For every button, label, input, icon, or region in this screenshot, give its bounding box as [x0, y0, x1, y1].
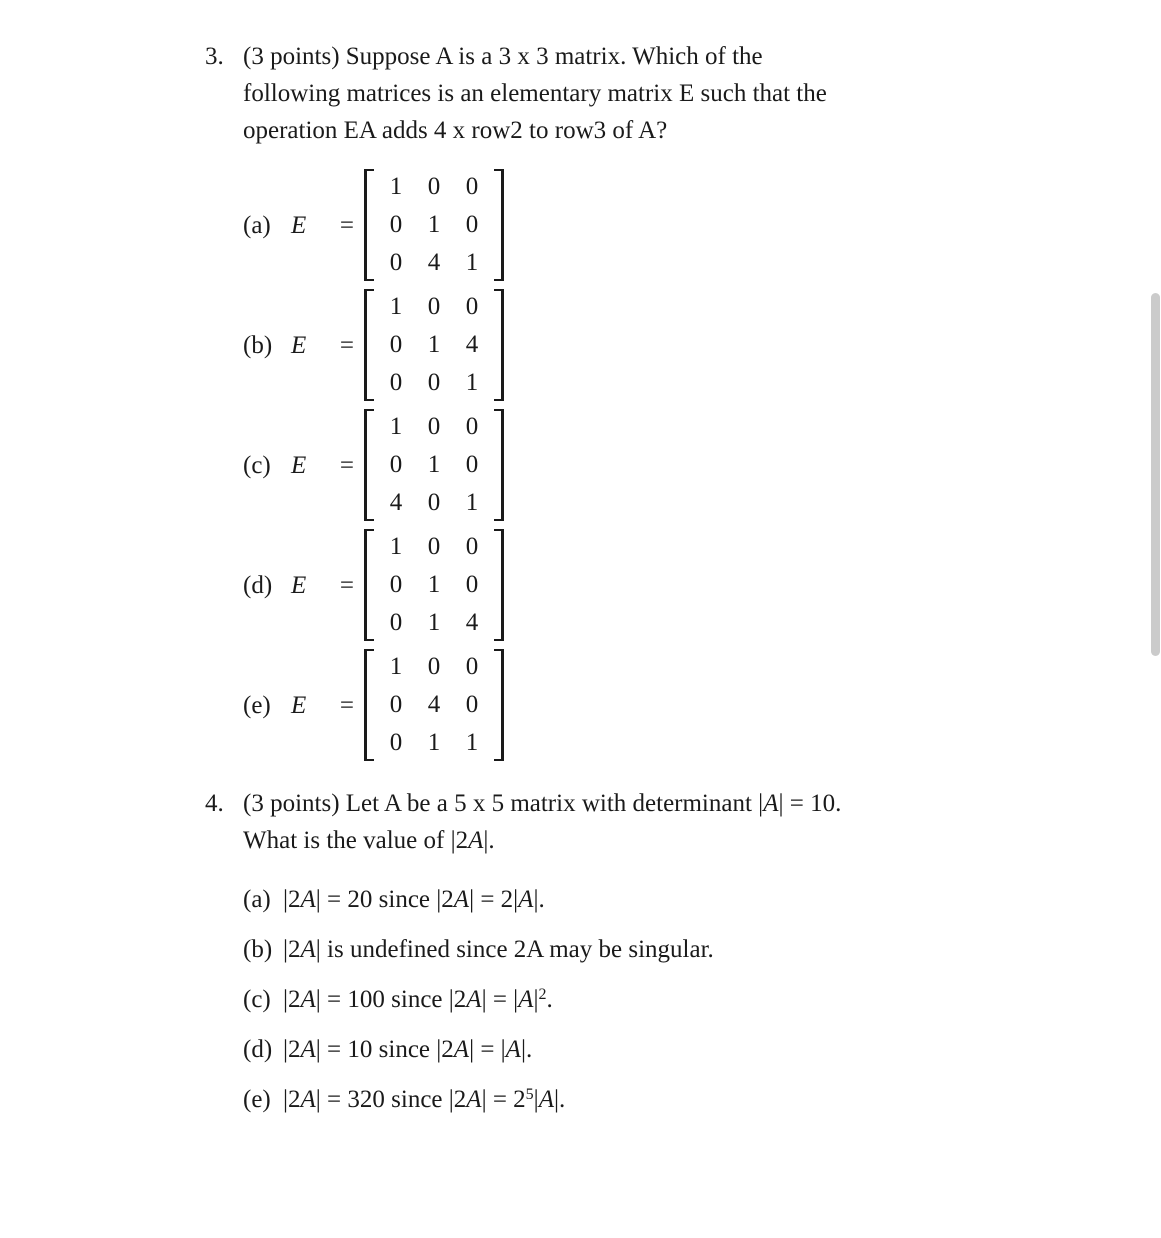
- q3-option-b: [243, 289, 1085, 401]
- question-4-options: [243, 881, 1085, 1118]
- matrix-cell: 0: [389, 249, 403, 276]
- matrix-a: [364, 169, 504, 281]
- question-4-text-line-2: What is the value of |2A|.: [243, 827, 495, 854]
- matrix-grid: [374, 169, 494, 281]
- matrix-cell: 0: [427, 413, 441, 440]
- matrix-grid: [374, 289, 494, 401]
- matrix-equation-lhs: E =: [291, 331, 354, 359]
- question-3-text-line-2: following matrices is an elementary matrix E such that the: [243, 80, 827, 107]
- left-bracket-icon: [364, 529, 374, 641]
- matrix-cell: 0: [427, 653, 441, 680]
- left-bracket-icon: [364, 649, 374, 761]
- document-content: [205, 38, 1085, 1131]
- matrix-cell: 4: [427, 249, 441, 276]
- question-4-body: [243, 785, 1085, 1131]
- q3-option-d: [243, 529, 1085, 641]
- matrix-grid: [374, 649, 494, 761]
- matrix-cell: 1: [427, 571, 441, 598]
- matrix-cell: 1: [389, 413, 403, 440]
- matrix-grid: [374, 529, 494, 641]
- option-text: |2A| is undefined since 2A may be singular.: [283, 936, 714, 963]
- question-4-text-line-1: (3 points) Let A be a 5 x 5 matrix with determinant |A| = 10.: [243, 790, 842, 817]
- matrix-e: [364, 649, 504, 761]
- matrix-cell: 0: [427, 293, 441, 320]
- left-bracket-icon: [364, 289, 374, 401]
- matrix-cell: 1: [427, 609, 441, 636]
- q3-option-a: [243, 169, 1085, 281]
- matrix-cell: 0: [389, 691, 403, 718]
- matrix-cell: 0: [427, 533, 441, 560]
- scrollbar-thumb[interactable]: [1151, 293, 1160, 656]
- q4-option-b: [243, 931, 1085, 968]
- matrix-cell: 0: [465, 571, 479, 598]
- matrix-cell: 0: [389, 451, 403, 478]
- matrix-cell: 1: [427, 211, 441, 238]
- matrix-b: [364, 289, 504, 401]
- matrix-equation-lhs: E =: [291, 691, 354, 719]
- matrix-cell: 1: [389, 653, 403, 680]
- matrix-cell: 0: [465, 211, 479, 238]
- matrix-cell: 1: [427, 729, 441, 756]
- right-bracket-icon: [494, 409, 504, 521]
- matrix-cell: 1: [389, 533, 403, 560]
- option-text: |2A| = 100 since $|2A| = |A|^2$.: [283, 986, 553, 1013]
- matrix-cell: 1: [389, 293, 403, 320]
- matrix-cell: 1: [465, 369, 479, 396]
- matrix-cell: 1: [389, 173, 403, 200]
- matrix-cell: 1: [465, 489, 479, 516]
- q4-option-a: [243, 881, 1085, 918]
- matrix-cell: 4: [465, 331, 479, 358]
- option-label: (a): [243, 886, 271, 913]
- question-3-options: [243, 169, 1085, 761]
- matrix-cell: 4: [465, 609, 479, 636]
- q4-option-d: [243, 1031, 1085, 1068]
- matrix-cell: 4: [427, 691, 441, 718]
- matrix-cell: 0: [465, 653, 479, 680]
- matrix-cell: 0: [389, 331, 403, 358]
- question-4-number: 4.: [205, 790, 224, 817]
- question-3-text-line-3: operation EA adds 4 x row2 to row3 of A?: [243, 117, 668, 144]
- matrix-grid: [374, 409, 494, 521]
- matrix-cell: 0: [427, 173, 441, 200]
- question-3: [205, 38, 1085, 769]
- matrix-cell: 0: [427, 489, 441, 516]
- matrix-cell: 1: [465, 729, 479, 756]
- matrix-equation-lhs: E =: [291, 451, 354, 479]
- left-bracket-icon: [364, 409, 374, 521]
- q4-option-c: [243, 981, 1085, 1018]
- question-3-body: [243, 38, 1085, 769]
- option-text: |2A| = 10 since |2A| = |A|.: [283, 1036, 533, 1063]
- option-label: (d): [243, 571, 273, 599]
- option-label: (c): [243, 451, 271, 479]
- matrix-d: [364, 529, 504, 641]
- matrix-cell: 0: [465, 293, 479, 320]
- matrix-cell: 0: [465, 173, 479, 200]
- matrix-cell: 0: [389, 609, 403, 636]
- matrix-cell: 0: [465, 691, 479, 718]
- option-label: (a): [243, 211, 271, 239]
- matrix-cell: 0: [427, 369, 441, 396]
- option-label: (e): [243, 691, 271, 719]
- matrix-equation-lhs: E =: [291, 571, 354, 599]
- option-label: (d): [243, 1036, 273, 1063]
- matrix-cell: 0: [389, 211, 403, 238]
- q3-option-c: [243, 409, 1085, 521]
- q3-option-e: [243, 649, 1085, 761]
- matrix-cell: 1: [427, 451, 441, 478]
- matrix-cell: 0: [465, 451, 479, 478]
- question-3-number: 3.: [205, 43, 224, 70]
- option-label: (b): [243, 331, 273, 359]
- matrix-cell: 0: [389, 729, 403, 756]
- question-3-text-line-1: (3 points) Suppose A is a 3 x 3 matrix. Which of the: [243, 43, 763, 70]
- right-bracket-icon: [494, 529, 504, 641]
- matrix-equation-lhs: E =: [291, 211, 354, 239]
- matrix-c: [364, 409, 504, 521]
- matrix-cell: 1: [427, 331, 441, 358]
- matrix-cell: 0: [465, 413, 479, 440]
- matrix-cell: 1: [465, 249, 479, 276]
- matrix-cell: 0: [465, 533, 479, 560]
- question-4: [205, 785, 1085, 1131]
- option-label: (e): [243, 1086, 271, 1113]
- left-bracket-icon: [364, 169, 374, 281]
- right-bracket-icon: [494, 169, 504, 281]
- matrix-cell: 0: [389, 571, 403, 598]
- q4-option-e: [243, 1081, 1085, 1118]
- option-text: |2A| = 320 since $|2A| = 2^5|A|$.: [283, 1086, 566, 1113]
- right-bracket-icon: [494, 649, 504, 761]
- option-label: (b): [243, 936, 273, 963]
- matrix-cell: 0: [389, 369, 403, 396]
- option-label: (c): [243, 986, 271, 1013]
- right-bracket-icon: [494, 289, 504, 401]
- matrix-cell: 4: [389, 489, 403, 516]
- option-text: |2A| = 20 since |2A| = 2|A|.: [283, 886, 545, 913]
